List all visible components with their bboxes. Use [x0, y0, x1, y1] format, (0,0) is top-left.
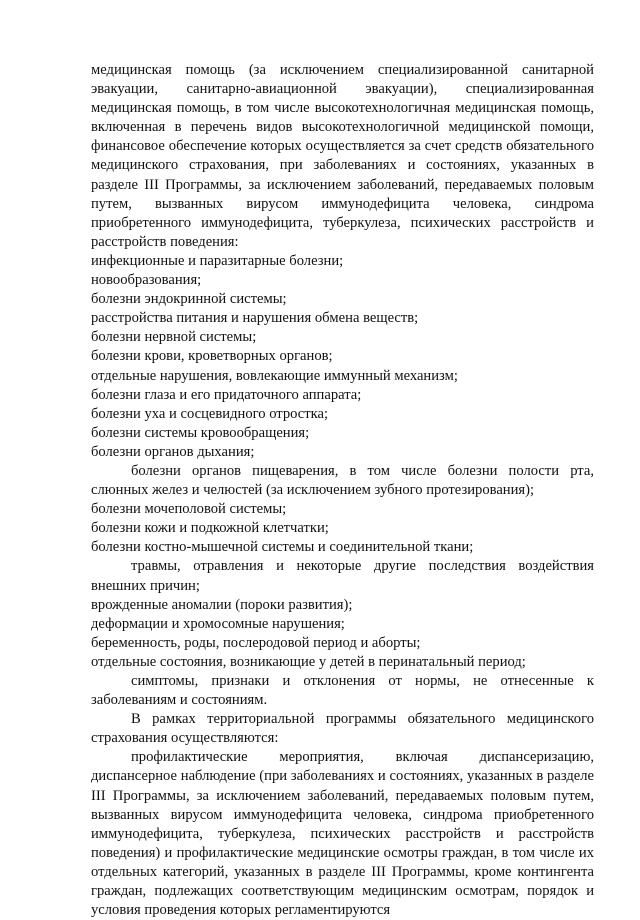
list-item: болезни костно-мышечной системы и соединительной ткани;	[91, 539, 474, 556]
intro-paragraph: медицинская помощь (за исключением специализированной санитарной эвакуации, санитарно-авиационной эвакуации), специализированная медицинская помощь, в том числе высокотехнологичная медицинская помощь, включенная в перечень видов высокотехнологичной медицинской помощи, финансовое обеспечение которых осуществляется за счет средств обязательного медицинского страхования, при заболеваниях и состояниях, указанных в разделе III Программы, за исключением заболеваний, передаваемых половым путем, вызванных вирусом иммунодефицита человека, синдрома приобретенного иммунодефицита, туберкулеза, психических расстройств и расстройств поведения:	[91, 62, 594, 250]
list-item: болезни системы кровообращения;	[91, 424, 310, 441]
list-item: болезни нервной системы;	[91, 329, 257, 346]
list-item: беременность, роды, послеродовой период и аборты;	[91, 634, 421, 651]
list-item: деформации и хромосомные нарушения;	[91, 615, 345, 632]
list-item: отдельные состояния, возникающие у детей в перинатальный период;	[91, 653, 526, 670]
symptoms-item: симптомы, признаки и отклонения от нормы, не отнесенные к заболеваниям и состояниям.	[91, 673, 594, 709]
list-item: отдельные нарушения, вовлекающие иммунный механизм;	[91, 367, 458, 384]
list-item: болезни глаза и его придаточного аппарата;	[91, 386, 362, 403]
list-item: болезни эндокринной системы;	[91, 291, 287, 308]
list-item: болезни кожи и подкожной клетчатки;	[91, 520, 329, 537]
list-item: болезни крови, кроветворных органов;	[91, 348, 333, 365]
list-item: инфекционные и паразитарные болезни;	[91, 252, 344, 269]
territorial-program-paragraph: В рамках территориальной программы обязательного медицинского страхования осуществляются:	[91, 711, 594, 747]
digestive-item: болезни органов пищеварения, в том числе болезни полости рта, слюнных желез и челюстей (за исключением зубного протезирования);	[91, 462, 594, 499]
list-item: болезни органов дыхания;	[91, 443, 255, 460]
list-item: новообразования;	[91, 272, 202, 289]
list-item: врожденные аномалии (пороки развития);	[91, 596, 353, 613]
list-item: болезни мочеполовой системы;	[91, 501, 287, 518]
list-item: болезни уха и сосцевидного отростка;	[91, 405, 329, 422]
prevention-paragraph: профилактические мероприятия, включая диспансеризацию, диспансерное наблюдение (при заболеваниях и состояниях, указанных в разделе III Программы, за исключением заболеваний, передаваемых половым путем, вызванных вирусом иммунодефицита человека, синдрома приобретенного иммунодефицита, туберкулеза, психических расстройств и расстройств поведения) и профилактические медицинские осмотры граждан, в том числе их отдельных категорий, указанных в разделе III Программы, кроме контингента граждан, подлежащих соответствующим медицинским осмотрам, порядок и условия проведения которых регламентируются	[91, 749, 594, 919]
injury-item: травмы, отравления и некоторые другие последствия воздействия внешних причин;	[91, 558, 594, 594]
document-body	[91, 61, 594, 920]
list-item: расстройства питания и нарушения обмена веществ;	[91, 310, 419, 327]
